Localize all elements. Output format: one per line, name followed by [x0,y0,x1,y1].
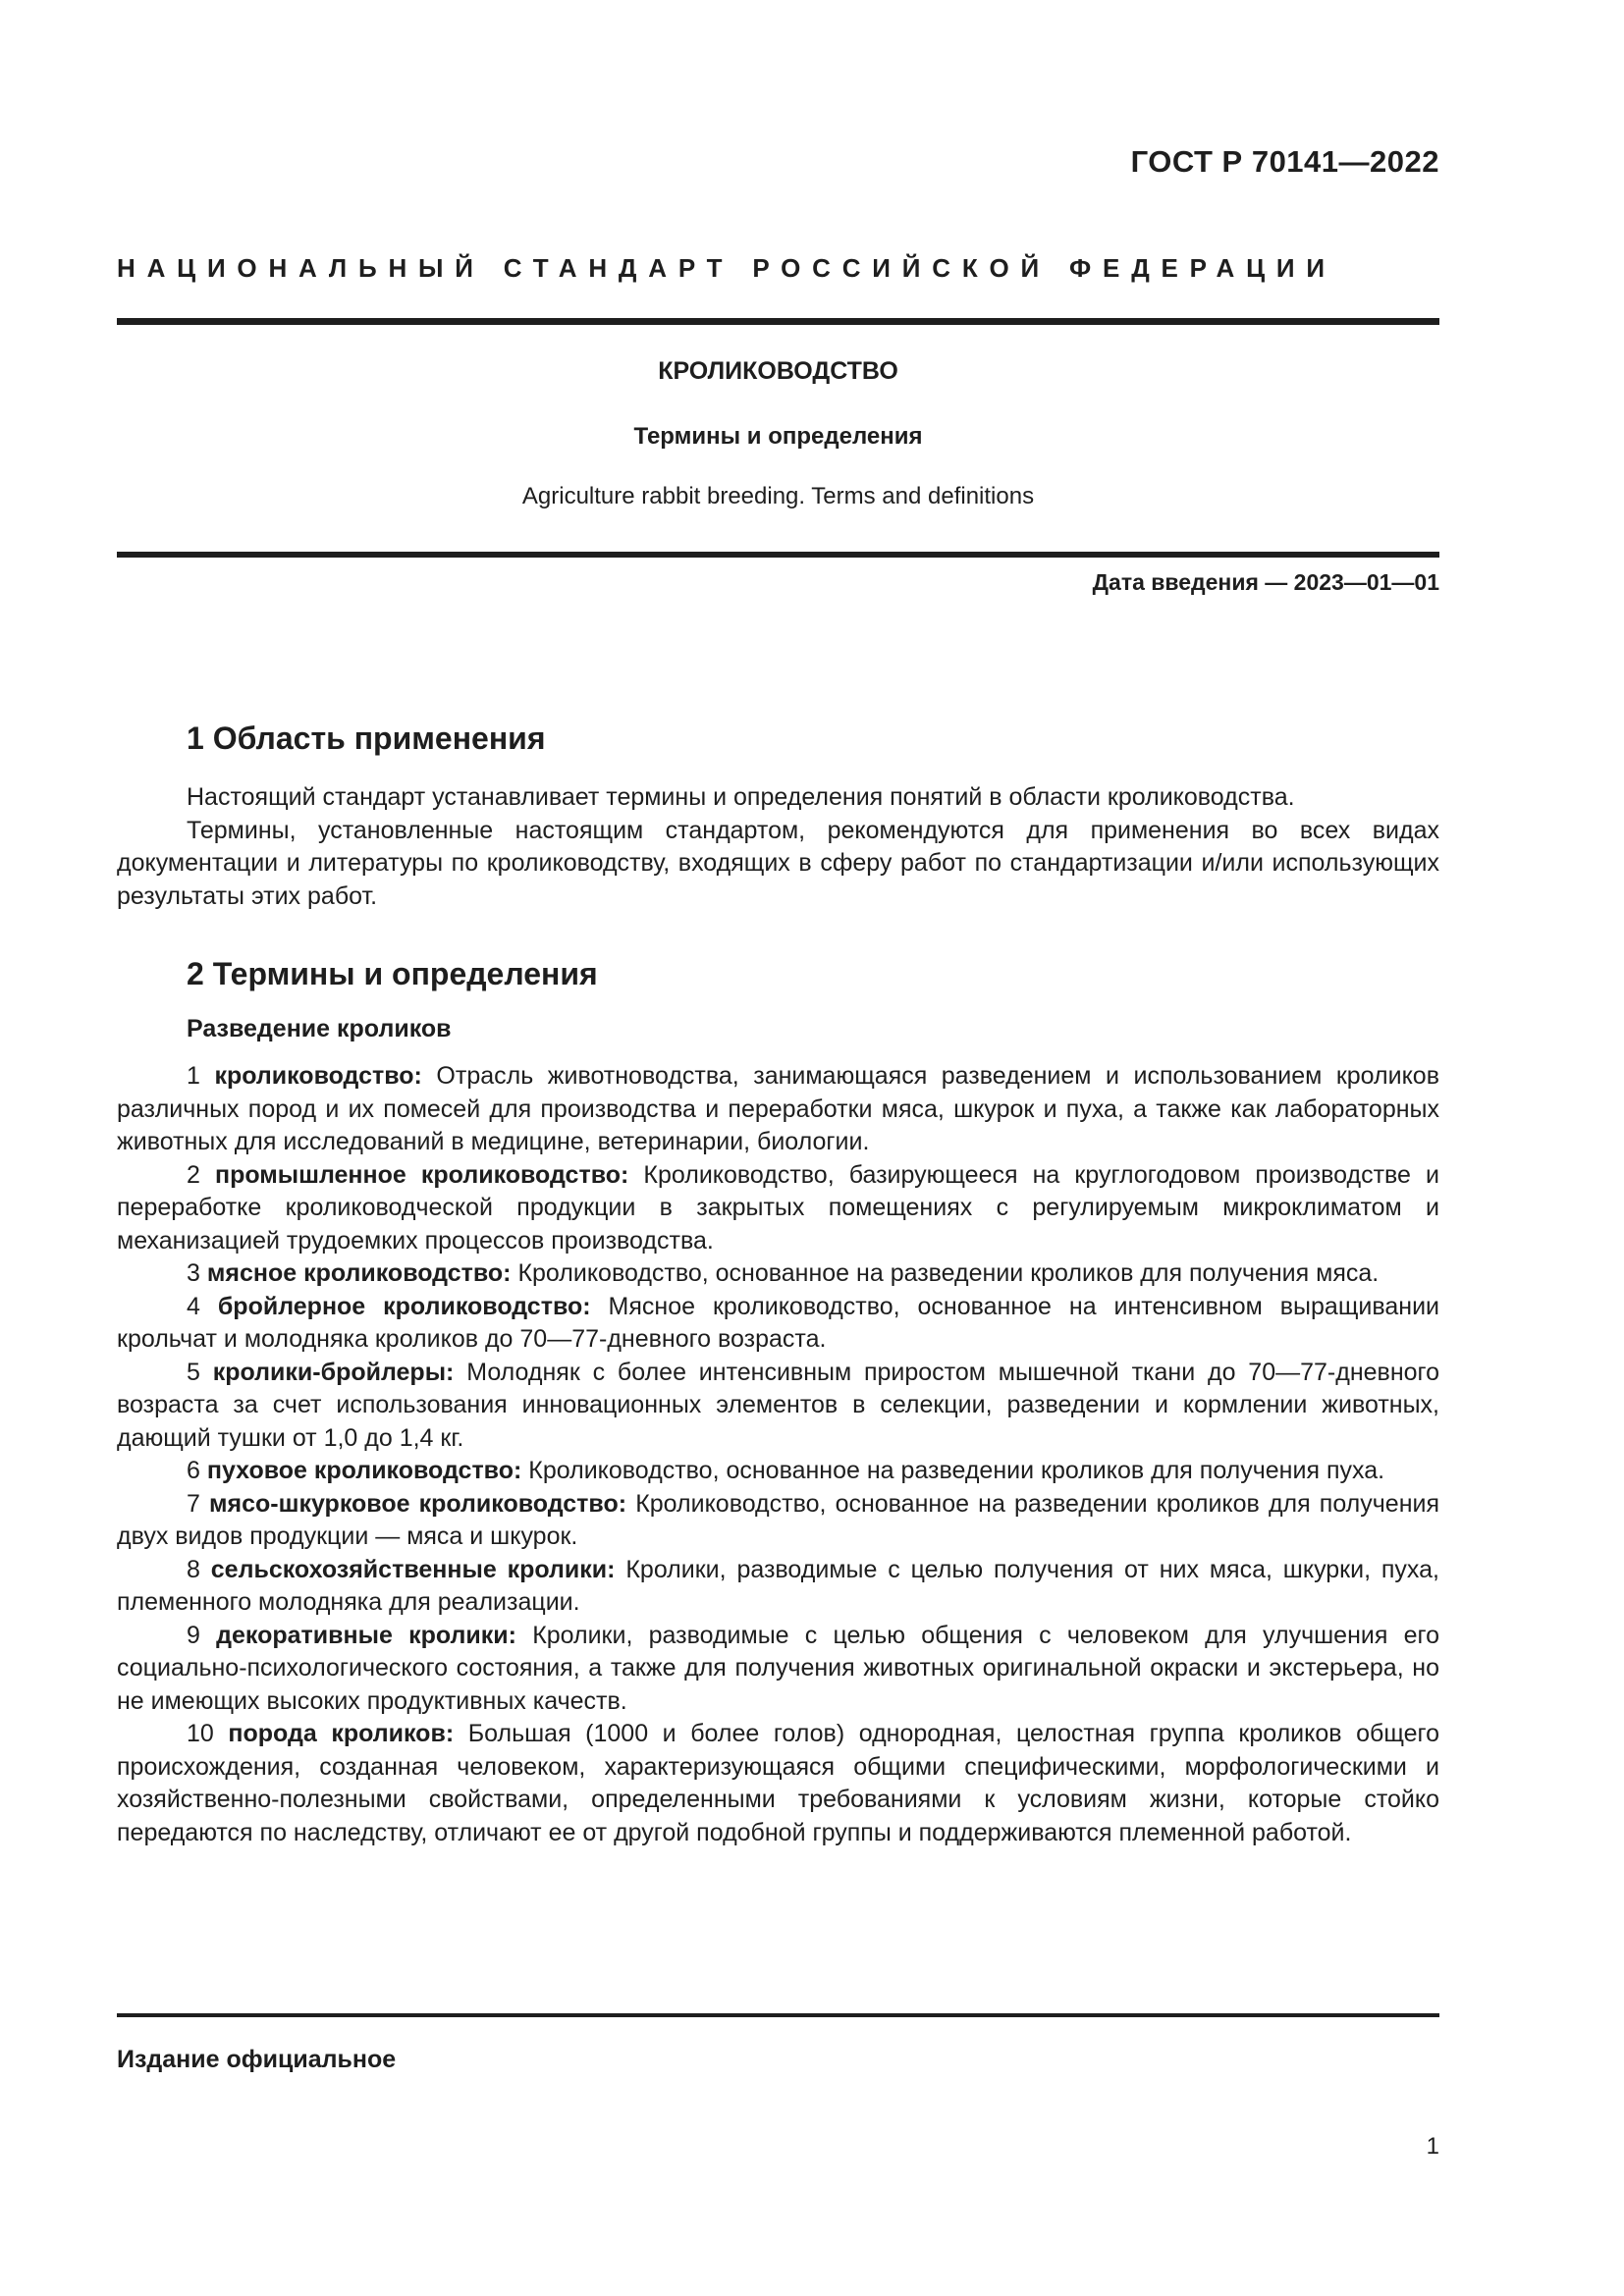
term-definition: Кролиководство, основанное на разведении кроликов для получения двух видов продукции — мяса и шкурок. [117,1489,1440,1550]
term-entry [117,1060,1439,1159]
scope-paragraph: Настоящий стандарт устанавливает термины и определения понятий в области кролиководства. [187,783,1295,811]
document-title: КРОЛИКОВОДСТВО [658,357,898,385]
term-definition: Кролиководство, основанное на разведении кроликов для получения пуха. [528,1457,1385,1484]
document-page [117,0,1439,2296]
section-heading-terms: 2 Термины и определения [187,956,598,991]
standard-code: ГОСТ Р 70141—2022 [1130,144,1439,179]
official-edition-label: Издание официальное [117,2046,397,2073]
page-number: 1 [1426,2133,1439,2160]
terms-list [117,1060,1439,1849]
term-entry [117,1554,1439,1620]
term-definition: Большая (1000 и более голов) однородная, целостная группа кроликов общего происхождения, созданная человеком, характеризующаяся общими специфическими, морфологическими и хозяйственно-полезными свойствами, определенными требованиями к условиям жизни, которые стойко передаются по наследству, отличают ее от другой подобной группы и поддерживаются племенной работой. [117,1720,1440,1846]
term-name: мясо-шкурковое кролиководство: [209,1489,627,1518]
terms-group-heading: Разведение кроликов [187,1015,452,1042]
section-heading-scope: 1 Область применения [187,721,546,756]
term-number: 4 [187,1292,200,1320]
term-name: мясное кролиководство: [206,1259,512,1287]
top-divider [117,318,1439,325]
term-entry [117,1488,1439,1554]
term-number: 9 [187,1621,200,1649]
term-entry [117,1620,1439,1719]
term-definition: Кролики, разводимые с целью общения с человеком для улучшения его социально-психологического состояния, а также для получения животных оригинальной окраски и экстерьера, но не имеющих высоких продуктивных качеств. [117,1621,1439,1715]
scope-text [117,781,1439,913]
term-number: 2 [187,1160,200,1189]
term-definition: Кролиководство, базирующееся на круглогодовом производстве и переработке кролиководческой продукции в закрытых помещениях с регулируемым микроклиматом и механизацией трудоемких процессов производства. [117,1160,1439,1255]
term-entry [117,1357,1439,1456]
term-definition: Отрасль животноводства, занимающаяся разведением и использованием кроликов различных пород и их помесей для производства и переработки мяса, шкурок и пуха, а также как лабораторных животных для исследований в медицине, ветеринарии, биологии. [117,1062,1439,1155]
term-entry [117,1455,1439,1488]
term-definition: Мясное кролиководство, основанное на интенсивном выращивании крольчат и молодняка кроликов до 70—77-дневного возраста. [117,1292,1439,1353]
term-definition: Кролики, разводимые с целью получения от них мяса, шкурки, пуха, племенного молодняка для реализации. [117,1555,1440,1616]
term-name: промышленное кролиководство: [214,1160,629,1189]
term-name: сельскохозяйственные кролики: [210,1555,616,1583]
term-entry [117,1257,1439,1291]
term-definition: Молодняк с более интенсивным приростом мышечной ткани до 70—77-дневного возраста за счет использования инновационных элементов в селекции, разведении и кормлении животных, дающий тушки от 1,0 до 1,4 кг. [117,1358,1440,1452]
document-english-title: Agriculture rabbit breeding. Terms and definitions [521,483,1035,509]
term-number: 5 [187,1358,200,1386]
term-entry [117,1159,1439,1258]
term-name: кролиководство: [214,1062,422,1090]
term-number: 8 [187,1555,200,1583]
term-number: 6 [187,1457,200,1484]
document-subtitle: Термины и определения [633,423,923,450]
term-number: 10 [187,1720,214,1747]
term-name: кролики-бройлеры: [212,1358,455,1386]
term-name: пуховое кролиководство: [206,1457,522,1484]
scope-paragraph: Термины, установленные настоящим стандартом, рекомендуются для применения во всех видах документации и литературы по кролиководству, входящих в сферу работ по стандартизации и/или использующих результаты этих работ. [117,816,1439,910]
footer-divider [117,2013,1439,2017]
title-divider [117,552,1439,558]
term-name: бройлерное кролиководство: [217,1292,591,1320]
term-entry [117,1718,1439,1849]
term-name: декоративные кролики: [216,1621,516,1649]
term-number: 7 [187,1489,200,1518]
term-entry [117,1291,1439,1357]
term-number: 3 [187,1259,200,1287]
introduction-date: Дата введения — 2023—01—01 [1092,569,1439,595]
term-definition: Кролиководство, основанное на разведении кроликов для получения мяса. [517,1259,1380,1287]
national-standard-banner: НАЦИОНАЛЬНЫЙ СТАНДАРТ РОССИЙСКОЙ ФЕДЕРАЦИИ [117,253,1336,283]
term-name: порода кроликов: [228,1720,455,1747]
term-number: 1 [187,1062,200,1090]
